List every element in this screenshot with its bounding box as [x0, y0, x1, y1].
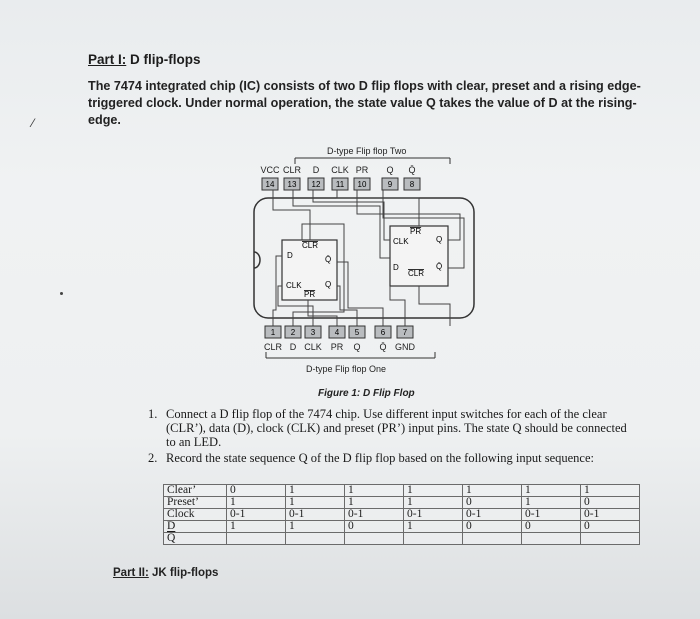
- table-cell: 0: [522, 521, 581, 533]
- bottom-pin-label: PR: [330, 342, 344, 352]
- table-cell: 1: [227, 497, 286, 509]
- bottom-pin-number: 6: [380, 328, 386, 337]
- bottom-pin-number: 4: [334, 328, 340, 337]
- question-text: Connect a D flip flop of the 7474 chip. Use different input switches for each of the clear (CLR’), data (D), clock (CLK) and preset (PR’) input pins. The state Q should be connected to an LED.: [166, 407, 627, 449]
- ff-two-title: D-type Flip flop Two: [327, 146, 407, 156]
- table-cell: 0-1: [227, 509, 286, 521]
- table-cell: 0: [581, 521, 640, 533]
- ff-one-pr-label: PR: [304, 290, 316, 299]
- table-cell: 1: [522, 497, 581, 509]
- ff-one-qbar-label: Q̄: [325, 255, 332, 264]
- top-pin-row: [262, 178, 420, 190]
- table-cell: 1: [404, 497, 463, 509]
- intro-paragraph: The 7474 integrated chip (IC) consists of two D flip flops with clear, preset and a rising edge-triggered clock. Under normal operation, the state value Q takes the value of D at the rising-edge.: [88, 79, 641, 127]
- top-pin-number: 13: [287, 180, 297, 189]
- bottom-pin-number: 7: [402, 328, 408, 337]
- ff-two-d-label: D: [393, 263, 399, 272]
- table-cell: 1: [227, 521, 286, 533]
- table-cell: 0: [345, 521, 404, 533]
- bottom-pin-row: [265, 326, 413, 338]
- input-sequence-table: [163, 484, 640, 545]
- table-row: [164, 497, 640, 509]
- question-number: 1.: [148, 407, 158, 421]
- row-label: Preset’: [164, 497, 227, 509]
- top-pin-number: 10: [357, 180, 367, 189]
- table-cell: [345, 533, 404, 545]
- question-text: Record the state sequence Q of the D flip flop based on the following input sequence:: [166, 451, 595, 465]
- table-cell: 0: [581, 497, 640, 509]
- top-pin-label: PR: [355, 165, 369, 175]
- top-pin-number: 12: [311, 180, 321, 189]
- bottom-pin-label: GND: [395, 342, 415, 352]
- bottom-pin-number: 5: [354, 328, 360, 337]
- figure-caption: Figure 1: D Flip Flop: [318, 388, 415, 399]
- chip-notch: [254, 252, 260, 268]
- pen-dot-icon: [60, 292, 63, 295]
- ff-two-qbar-label: Q̄: [436, 262, 443, 271]
- table-cell: 0: [463, 497, 522, 509]
- pen-mark-icon: ⁄: [32, 116, 35, 130]
- top-pin-label: VCC: [260, 165, 280, 175]
- part1-title: D flip-flops: [130, 52, 201, 67]
- table-cell: 1: [522, 485, 581, 497]
- chip-7474-diagram: [240, 140, 480, 385]
- bottom-pin-label: CLK: [304, 342, 322, 352]
- top-pin-label: Q: [386, 165, 394, 175]
- table-cell: 1: [345, 485, 404, 497]
- ff-two-clr-label: CLR: [408, 269, 425, 278]
- table-row: [164, 521, 640, 533]
- ff-one-q-label: Q: [325, 280, 332, 289]
- bottom-pin-label: Q: [353, 342, 361, 352]
- ff-one-title: D-type Flip flop One: [306, 364, 387, 374]
- top-pin-label: CLK: [331, 165, 349, 175]
- table-cell: 0-1: [522, 509, 581, 521]
- ff-two-q-label: Q: [436, 235, 443, 244]
- ff-two-clk-label: CLK: [393, 237, 409, 246]
- top-pin-number: 9: [387, 180, 393, 189]
- table-cell: [522, 533, 581, 545]
- table-cell: 1: [286, 497, 345, 509]
- table-cell: 0: [463, 521, 522, 533]
- table-cell: 0-1: [286, 509, 345, 521]
- part2-label: Part II:: [113, 567, 149, 579]
- table-cell: [404, 533, 463, 545]
- bottom-pin-number: 1: [270, 328, 276, 337]
- row-label: Clock: [164, 509, 227, 521]
- bottom-pin-number: 2: [290, 328, 296, 337]
- table-cell: 1: [404, 521, 463, 533]
- table-cell: 1: [463, 485, 522, 497]
- top-pin-label: CLR: [282, 165, 302, 175]
- part1-label: Part I:: [88, 52, 127, 67]
- table-row: [164, 533, 640, 545]
- question-item: [148, 451, 628, 465]
- bottom-pin-number: 3: [310, 328, 316, 337]
- table-cell: [581, 533, 640, 545]
- part2-heading: [113, 567, 218, 579]
- top-pin-number: 14: [265, 180, 275, 189]
- table-cell: [463, 533, 522, 545]
- ff-two-pr-label: PR: [410, 227, 422, 236]
- table-row: [164, 509, 640, 521]
- table-row: [164, 485, 640, 497]
- ff-one-d-label: D: [287, 251, 293, 260]
- top-pin-number: 11: [335, 180, 345, 189]
- table-cell: 0-1: [581, 509, 640, 521]
- table-cell: [286, 533, 345, 545]
- table-cell: 0-1: [404, 509, 463, 521]
- table-cell: 1: [286, 485, 345, 497]
- top-pin-label: Q̄: [408, 165, 416, 175]
- row-label: D: [164, 521, 227, 533]
- bottom-pin-label: Q̄: [379, 342, 387, 352]
- bottom-pin-label: CLR: [263, 342, 283, 352]
- table-cell: 0: [227, 485, 286, 497]
- part2-title: JK flip-flops: [152, 567, 219, 579]
- table-cell: 1: [345, 497, 404, 509]
- top-pin-label: D: [312, 165, 320, 175]
- table-cell: 1: [286, 521, 345, 533]
- table-cell: 1: [404, 485, 463, 497]
- table-cell: 1: [581, 485, 640, 497]
- table-cell: 0-1: [463, 509, 522, 521]
- row-label: Clear’: [164, 485, 227, 497]
- question-list: [148, 407, 628, 467]
- bottom-pin-labels: [264, 342, 416, 352]
- top-pin-number: 8: [409, 180, 415, 189]
- table-cell: 0-1: [345, 509, 404, 521]
- bottom-pin-label: D: [289, 342, 297, 352]
- question-number: 2.: [148, 451, 158, 465]
- ff-one-clr-label: CLR: [302, 241, 319, 250]
- ff-one-clk-label: CLK: [286, 281, 302, 290]
- row-label: $\overline{Q}$: [164, 533, 227, 545]
- part1-heading: [88, 52, 201, 67]
- question-item: [148, 407, 628, 449]
- table-cell: [227, 533, 286, 545]
- top-pin-labels: [260, 165, 415, 175]
